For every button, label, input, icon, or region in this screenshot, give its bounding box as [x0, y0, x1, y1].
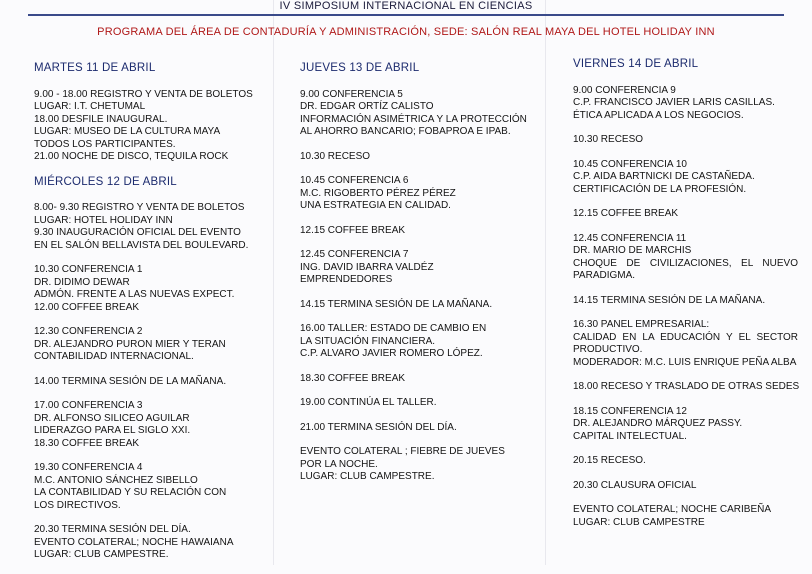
schedule-line: 14.00 TERMINA SESIÓN DE LA MAÑANA.	[34, 375, 227, 387]
column-center	[300, 62, 536, 496]
schedule-line: 12.15 COFFEE BREAK	[300, 224, 406, 236]
schedule-line: 16.00 TALLER: ESTADO DE CAMBIO EN	[300, 323, 487, 334]
schedule-line: 10.30 RECESO	[573, 134, 644, 145]
schedule-line: C.P. ALVARO JAVIER ROMERO LÓPEZ.	[300, 348, 483, 359]
schedule-line: 18.15 CONFERENCIA 12	[573, 405, 687, 417]
column-left	[34, 62, 266, 574]
schedule-line: M.C. ANTONIO SÁNCHEZ SIBELLO	[34, 474, 198, 486]
schedule-line: ING. DAVID IBARRA VALDÉZ	[300, 261, 434, 273]
day-heading: JUEVES 13 DE ABRIL	[300, 62, 420, 74]
schedule-line: LUGAR: CLUB CAMPESTRE	[573, 516, 705, 528]
schedule-line: 18.00 DESFILE INAUGURAL.	[34, 113, 168, 125]
schedule-entry	[34, 264, 266, 314]
schedule-line: 10.30 RECESO	[300, 150, 371, 162]
schedule-line: LA CONTABILIDAD Y SU RELACIÓN CON	[34, 487, 227, 498]
schedule-line: 10.30 CONFERENCIA 1	[34, 264, 143, 275]
schedule-line: CALIDAD EN LA EDUCACIÓN Y EL SECTOR PRODUCTIVO.	[573, 331, 798, 355]
schedule-line: 14.15 TERMINA SESIÓN DE LA MAÑANA.	[300, 298, 493, 310]
schedule-line: 12.45 CONFERENCIA 7	[300, 249, 409, 260]
schedule-line: POR LA NOCHE.	[300, 458, 378, 470]
schedule-entry	[300, 151, 536, 164]
schedule-entry	[573, 295, 798, 308]
schedule-entry	[573, 134, 798, 147]
day-heading: VIERNES 14 DE ABRIL	[573, 58, 699, 70]
schedule-line: LUGAR: CLUB CAMPESTRE.	[34, 549, 169, 560]
schedule-line: DR. EDGAR ORTÍZ CALISTO	[300, 101, 434, 112]
day-heading: MIÉRCOLES 12 DE ABRIL	[34, 175, 177, 188]
schedule-line: EMPRENDEDORES	[300, 274, 393, 285]
schedule-line: 9.30 INAUGURACIÓN OFICIAL DEL EVENTO	[34, 227, 241, 238]
schedule-entry	[300, 446, 536, 484]
schedule-line: CONTABILIDAD INTERNACIONAL.	[34, 351, 194, 362]
schedule-entry	[34, 326, 266, 364]
schedule-line: UNA ESTRATEGIA EN CALIDAD.	[300, 200, 451, 211]
schedule-line: AL AHORRO BANCARIO; FOBAPROA E IPAB.	[300, 126, 511, 137]
schedule-entry	[300, 323, 536, 361]
schedule-entry	[34, 400, 266, 450]
schedule-entry	[573, 85, 798, 123]
schedule-line: EVENTO COLATERAL ; FIEBRE DE JUEVES	[300, 446, 505, 457]
schedule-line: ÉTICA APLICADA A LOS NEGOCIOS.	[573, 109, 744, 121]
schedule-entry	[34, 376, 266, 389]
schedule-line: 19.30 CONFERENCIA 4	[34, 462, 143, 473]
schedule-line: EVENTO COLATERAL; NOCHE HAWAIANA	[34, 536, 234, 548]
schedule-entry	[300, 422, 536, 435]
schedule-entry	[300, 373, 536, 386]
schedule-line: DR. ALEJANDRO PURON MIER Y TERAN	[34, 338, 226, 350]
schedule-line: 14.15 TERMINA SESIÓN DE LA MAÑANA.	[573, 294, 766, 306]
schedule-line: 17.00 CONFERENCIA 3	[34, 400, 143, 411]
schedule-entry	[573, 480, 798, 493]
schedule-entry	[34, 524, 266, 562]
schedule-line: LOS DIRECTIVOS.	[34, 499, 121, 511]
schedule-entry	[573, 319, 798, 369]
schedule-entry	[573, 406, 798, 444]
schedule-line: MODERADOR: M.C. LUIS ENRIQUE PEÑA ALBA	[573, 356, 797, 368]
schedule-line: LUGAR: I.T. CHETUMAL	[34, 101, 146, 112]
schedule-line: DR. ALEJANDRO MÁRQUEZ PASSY.	[573, 418, 743, 429]
schedule-line: LUGAR: HOTEL HOLIDAY INN	[34, 214, 173, 226]
schedule-line: 12.30 CONFERENCIA 2	[34, 326, 143, 337]
schedule-line: 9.00 CONFERENCIA 5	[300, 88, 403, 100]
schedule-line: C.P. FRANCISCO JAVIER LARIS CASILLAS.	[573, 97, 775, 108]
schedule-line: 8.00- 9.30 REGISTRO Y VENTA DE BOLETOS	[34, 202, 245, 213]
schedule-line: INFORMACIÓN ASIMÉTRICA Y LA PROTECCIÓN	[300, 113, 527, 125]
header-rule	[28, 14, 784, 16]
schedule-line: M.C. RIGOBERTO PÉREZ PÉREZ	[300, 187, 456, 199]
column-right	[573, 58, 798, 541]
schedule-line: 9.00 CONFERENCIA 9	[573, 84, 676, 96]
schedule-entry	[300, 299, 536, 312]
schedule-entry	[300, 225, 536, 238]
schedule-entry	[300, 89, 536, 139]
schedule-line: LUGAR: CLUB CAMPESTRE.	[300, 471, 435, 482]
schedule-entry	[34, 202, 266, 252]
schedule-entry	[573, 159, 798, 197]
schedule-line: LIDERAZGO PARA EL SIGLO XXI.	[34, 425, 191, 436]
schedule-line: 18.30 COFFEE BREAK	[300, 372, 406, 384]
schedule-entry	[573, 455, 798, 468]
schedule-line: ADMÓN. FRENTE A LAS NUEVAS EXPECT.	[34, 289, 235, 300]
schedule-line: CAPITAL INTELECTUAL.	[573, 430, 687, 442]
schedule-entry	[34, 462, 266, 512]
page-title: IV SIMPOSIUM INTERNACIONAL EN CIENCIAS	[279, 0, 533, 12]
schedule-entry	[300, 397, 536, 410]
schedule-line: 18.00 RECESO Y TRASLADO DE OTRAS SEDES	[573, 381, 800, 392]
schedule-line: 16.30 PANEL EMPRESARIAL:	[573, 319, 710, 330]
schedule-line: 21.00 NOCHE DE DISCO, TEQUILA ROCK	[34, 151, 229, 162]
schedule-line: 19.00 CONTINÚA EL TALLER.	[300, 397, 437, 408]
schedule-line: 21.00 TERMINA SESIÓN DEL DÍA.	[300, 421, 457, 433]
schedule-line: DR. DIDIMO DEWAR	[34, 276, 130, 288]
schedule-line: LUGAR: MUSEO DE LA CULTURA MAYA	[34, 126, 221, 137]
schedule-entry	[573, 504, 798, 529]
schedule-line: 12.00 COFFEE BREAK	[34, 301, 140, 313]
day-heading: MARTES 11 DE ABRIL	[34, 62, 156, 74]
schedule-line: TODOS LOS PARTICIPANTES.	[34, 138, 176, 150]
fold-line-left	[273, 0, 274, 565]
schedule-line: 12.45 CONFERENCIA 11	[573, 232, 687, 244]
schedule-line: C.P. AIDA BARTNICKI DE CASTAÑEDA.	[573, 171, 755, 182]
fold-line-right	[545, 0, 546, 565]
schedule-line: 12.15 COFFEE BREAK	[573, 208, 679, 219]
schedule-line: EVENTO COLATERAL; NOCHE CARIBEÑA	[573, 504, 772, 515]
schedule-line: 20.15 RECESO.	[573, 455, 646, 466]
schedule-entry	[573, 208, 798, 221]
program-title: PROGRAMA DEL ÁREA DE CONTADURÍA Y ADMINISTRACIÓN, SEDE: SALÓN REAL MAYA DEL HOTEL HOLIDAY INN	[97, 26, 715, 38]
schedule-line: 18.30 COFFEE BREAK	[34, 437, 140, 449]
schedule-line: 9.00 - 18.00 REGISTRO Y VENTA DE BOLETOS	[34, 88, 253, 100]
schedule-line: 10.45 CONFERENCIA 10	[573, 158, 687, 170]
schedule-line: CHOQUE DE CIVILIZACIONES, EL NUEVO PARADIGMA.	[573, 257, 798, 281]
schedule-line: CERTIFICACIÓN DE LA PROFESIÓN.	[573, 183, 747, 195]
schedule-line: 10.45 CONFERENCIA 6	[300, 175, 409, 186]
schedule-line: EN EL SALÓN BELLAVISTA DEL BOULEVARD.	[34, 239, 249, 251]
schedule-line: 20.30 TERMINA SESIÓN DEL DÍA.	[34, 524, 191, 535]
schedule-line: 20.30 CLAUSURA OFICIAL	[573, 479, 697, 491]
schedule-entry	[573, 381, 798, 394]
schedule-line: LA SITUACIÓN FINANCIERA.	[300, 335, 436, 347]
schedule-entry	[34, 89, 266, 164]
schedule-line: DR. ALFONSO SILICEO AGUILAR	[34, 412, 190, 424]
schedule-entry	[300, 249, 536, 287]
schedule-entry	[573, 233, 798, 283]
schedule-entry	[300, 175, 536, 213]
schedule-line: DR. MARIO DE MARCHIS	[573, 245, 692, 256]
